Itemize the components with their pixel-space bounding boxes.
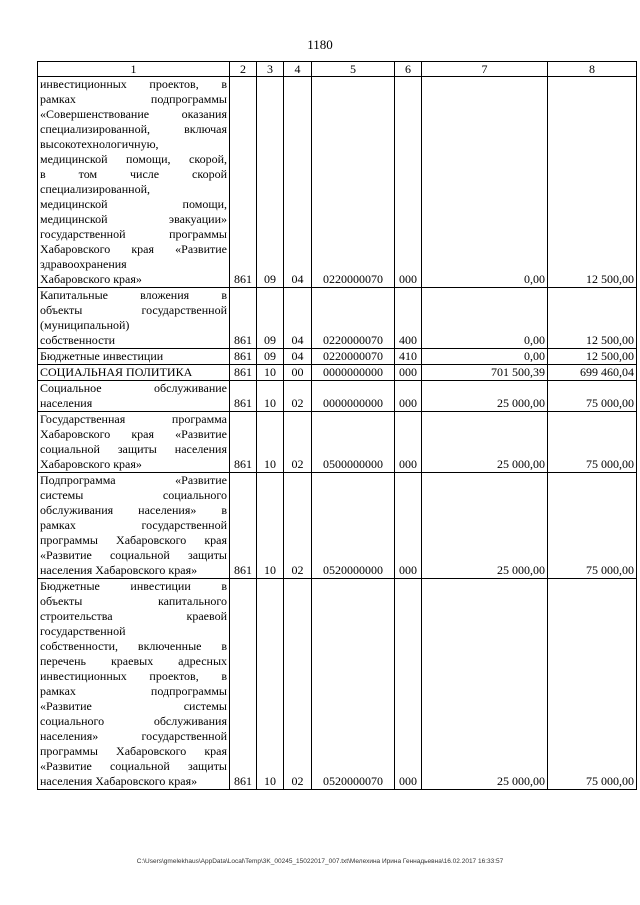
- subsection: 04: [284, 288, 312, 349]
- item-name-line: специализированной,: [40, 182, 151, 196]
- item-name-line: в том числе скорой: [40, 167, 227, 181]
- column-header-7: 7: [422, 62, 548, 77]
- amount-2019: 75 000,00: [548, 412, 637, 473]
- table-row: [38, 381, 637, 412]
- item-name-line: Хабаровского края «Развитие: [40, 242, 227, 256]
- item-name-line: специализированной, включая: [40, 122, 227, 136]
- amount-2018: 25 000,00: [422, 412, 548, 473]
- section: 10: [257, 381, 284, 412]
- section: 10: [257, 412, 284, 473]
- item-name-line: программы Хабаровского края: [40, 533, 227, 547]
- target-article: 0220000070: [312, 349, 395, 365]
- column-header-1: 1: [38, 62, 230, 77]
- section: 09: [257, 288, 284, 349]
- item-name: [38, 412, 230, 473]
- item-name-line: социальной защиты населения: [40, 442, 227, 456]
- subsection: 00: [284, 365, 312, 381]
- subsection: 02: [284, 412, 312, 473]
- item-name-line: программы Хабаровского края: [40, 744, 227, 758]
- item-name-line: медицинской помощи, скорой,: [40, 152, 227, 166]
- target-article: 0000000000: [312, 381, 395, 412]
- table-row: [38, 579, 637, 790]
- amount-2018: 25 000,00: [422, 473, 548, 579]
- section: 09: [257, 349, 284, 365]
- item-name-line: перечень краевых адресных: [40, 654, 227, 668]
- item-name-line: Социальное обслуживание: [40, 381, 227, 395]
- header-row: [38, 62, 637, 77]
- amount-2019: 12 500,00: [548, 77, 637, 288]
- item-name-line: объекты государственной: [40, 303, 227, 317]
- item-name-line: системы социального: [40, 488, 227, 502]
- table-row: [38, 288, 637, 349]
- amount-2018: 0,00: [422, 77, 548, 288]
- item-name-line: населения» государственной: [40, 729, 227, 743]
- item-name-line: инвестиционных проектов, в: [40, 669, 227, 683]
- item-name: [38, 288, 230, 349]
- footer-file-path: C:\Users\gmelekhaus\AppData\Local\Temp\3K_00245_15022017_007.txt\Мелехина Ирина Геннадьевна\16.02.2017 16:33:57: [136, 858, 504, 865]
- amount-2019: 75 000,00: [548, 381, 637, 412]
- item-name-line: рамках подпрограммы: [40, 92, 227, 106]
- subsection: 02: [284, 381, 312, 412]
- item-name-line: Хабаровского края»: [40, 272, 142, 286]
- item-name-line: медицинской помощи,: [40, 197, 227, 211]
- amount-2018: 0,00: [422, 349, 548, 365]
- item-name-line: «Развитие системы: [40, 699, 227, 713]
- target-article: 0220000070: [312, 77, 395, 288]
- subsection: 02: [284, 579, 312, 790]
- table-row: [38, 365, 637, 381]
- item-name-line: «Совершенствование оказания: [40, 107, 227, 121]
- section: 10: [257, 579, 284, 790]
- item-name-line: Бюджетные инвестиции: [40, 349, 164, 363]
- table-row: [38, 349, 637, 365]
- amount-2018: 0,00: [422, 288, 548, 349]
- item-name-line: СОЦИАЛЬНАЯ ПОЛИТИКА: [40, 365, 193, 379]
- item-name-line: населения: [40, 396, 93, 410]
- item-name-line: строительства краевой: [40, 609, 227, 623]
- column-header-8: 8: [548, 62, 637, 77]
- table-row: [38, 473, 637, 579]
- section: 10: [257, 365, 284, 381]
- section: 10: [257, 473, 284, 579]
- expense-type: 400: [395, 288, 422, 349]
- item-name-line: (муниципальной): [40, 318, 130, 332]
- target-article: 0000000000: [312, 365, 395, 381]
- table-row: [38, 77, 637, 288]
- item-name-line: Хабаровского края»: [40, 457, 142, 471]
- amount-2018: 25 000,00: [422, 579, 548, 790]
- amount-2019: 12 500,00: [548, 349, 637, 365]
- item-name-line: рамках государственной: [40, 518, 227, 532]
- expense-type: 410: [395, 349, 422, 365]
- column-header-6: 6: [395, 62, 422, 77]
- expense-type: 000: [395, 412, 422, 473]
- subsection: 02: [284, 473, 312, 579]
- item-name-line: государственной: [40, 624, 126, 638]
- admin-code: 861: [230, 412, 257, 473]
- item-name-line: Бюджетные инвестиции в: [40, 579, 227, 593]
- amount-2018: 701 500,39: [422, 365, 548, 381]
- item-name-line: обслуживания населения» в: [40, 503, 227, 517]
- subsection: 04: [284, 77, 312, 288]
- admin-code: 861: [230, 288, 257, 349]
- item-name-line: Подпрограмма «Развитие: [40, 473, 227, 487]
- item-name: [38, 77, 230, 288]
- subsection: 04: [284, 349, 312, 365]
- section: 09: [257, 77, 284, 288]
- admin-code: 861: [230, 381, 257, 412]
- amount-2019: 75 000,00: [548, 473, 637, 579]
- column-header-2: 2: [230, 62, 257, 77]
- item-name-line: «Развитие социальной защиты: [40, 548, 227, 562]
- item-name-line: населения Хабаровского края»: [40, 774, 198, 788]
- admin-code: 861: [230, 579, 257, 790]
- target-article: 0520000070: [312, 579, 395, 790]
- item-name: [38, 579, 230, 790]
- item-name-line: «Развитие социальной защиты: [40, 759, 227, 773]
- item-name-line: медицинской эвакуации»: [40, 212, 227, 226]
- expense-type: 000: [395, 473, 422, 579]
- item-name: [38, 349, 230, 365]
- target-article: 0220000070: [312, 288, 395, 349]
- admin-code: 861: [230, 473, 257, 579]
- column-header-4: 4: [284, 62, 312, 77]
- amount-2018: 25 000,00: [422, 381, 548, 412]
- target-article: 0500000000: [312, 412, 395, 473]
- table-row: [38, 412, 637, 473]
- amount-2019: 12 500,00: [548, 288, 637, 349]
- item-name-line: населения Хабаровского края»: [40, 563, 198, 577]
- admin-code: 861: [230, 77, 257, 288]
- column-header-5: 5: [312, 62, 395, 77]
- column-header-3: 3: [257, 62, 284, 77]
- item-name-line: Государственная программа: [40, 412, 227, 426]
- item-name-line: Хабаровского края «Развитие: [40, 427, 227, 441]
- admin-code: 861: [230, 365, 257, 381]
- expense-type: 000: [395, 77, 422, 288]
- expense-type: 000: [395, 381, 422, 412]
- item-name: [38, 473, 230, 579]
- expense-type: 000: [395, 365, 422, 381]
- item-name-line: собственности, включенные в: [40, 639, 227, 653]
- item-name: [38, 365, 230, 381]
- item-name: [38, 381, 230, 412]
- item-name-line: высокотехнологичную,: [40, 137, 159, 151]
- item-name-line: государственной программы: [40, 227, 227, 241]
- item-name-line: собственности: [40, 333, 116, 347]
- budget-table: [37, 61, 637, 790]
- amount-2019: 699 460,04: [548, 365, 637, 381]
- item-name-line: здравоохранения: [40, 257, 127, 271]
- target-article: 0520000000: [312, 473, 395, 579]
- admin-code: 861: [230, 349, 257, 365]
- item-name-line: Капитальные вложения в: [40, 288, 227, 302]
- item-name-line: инвестиционных проектов, в: [40, 77, 227, 91]
- expense-type: 000: [395, 579, 422, 790]
- amount-2019: 75 000,00: [548, 579, 637, 790]
- item-name-line: объекты капитального: [40, 594, 227, 608]
- item-name-line: социального обслуживания: [40, 714, 227, 728]
- item-name-line: рамках подпрограммы: [40, 684, 227, 698]
- page-number: 1180: [307, 37, 333, 52]
